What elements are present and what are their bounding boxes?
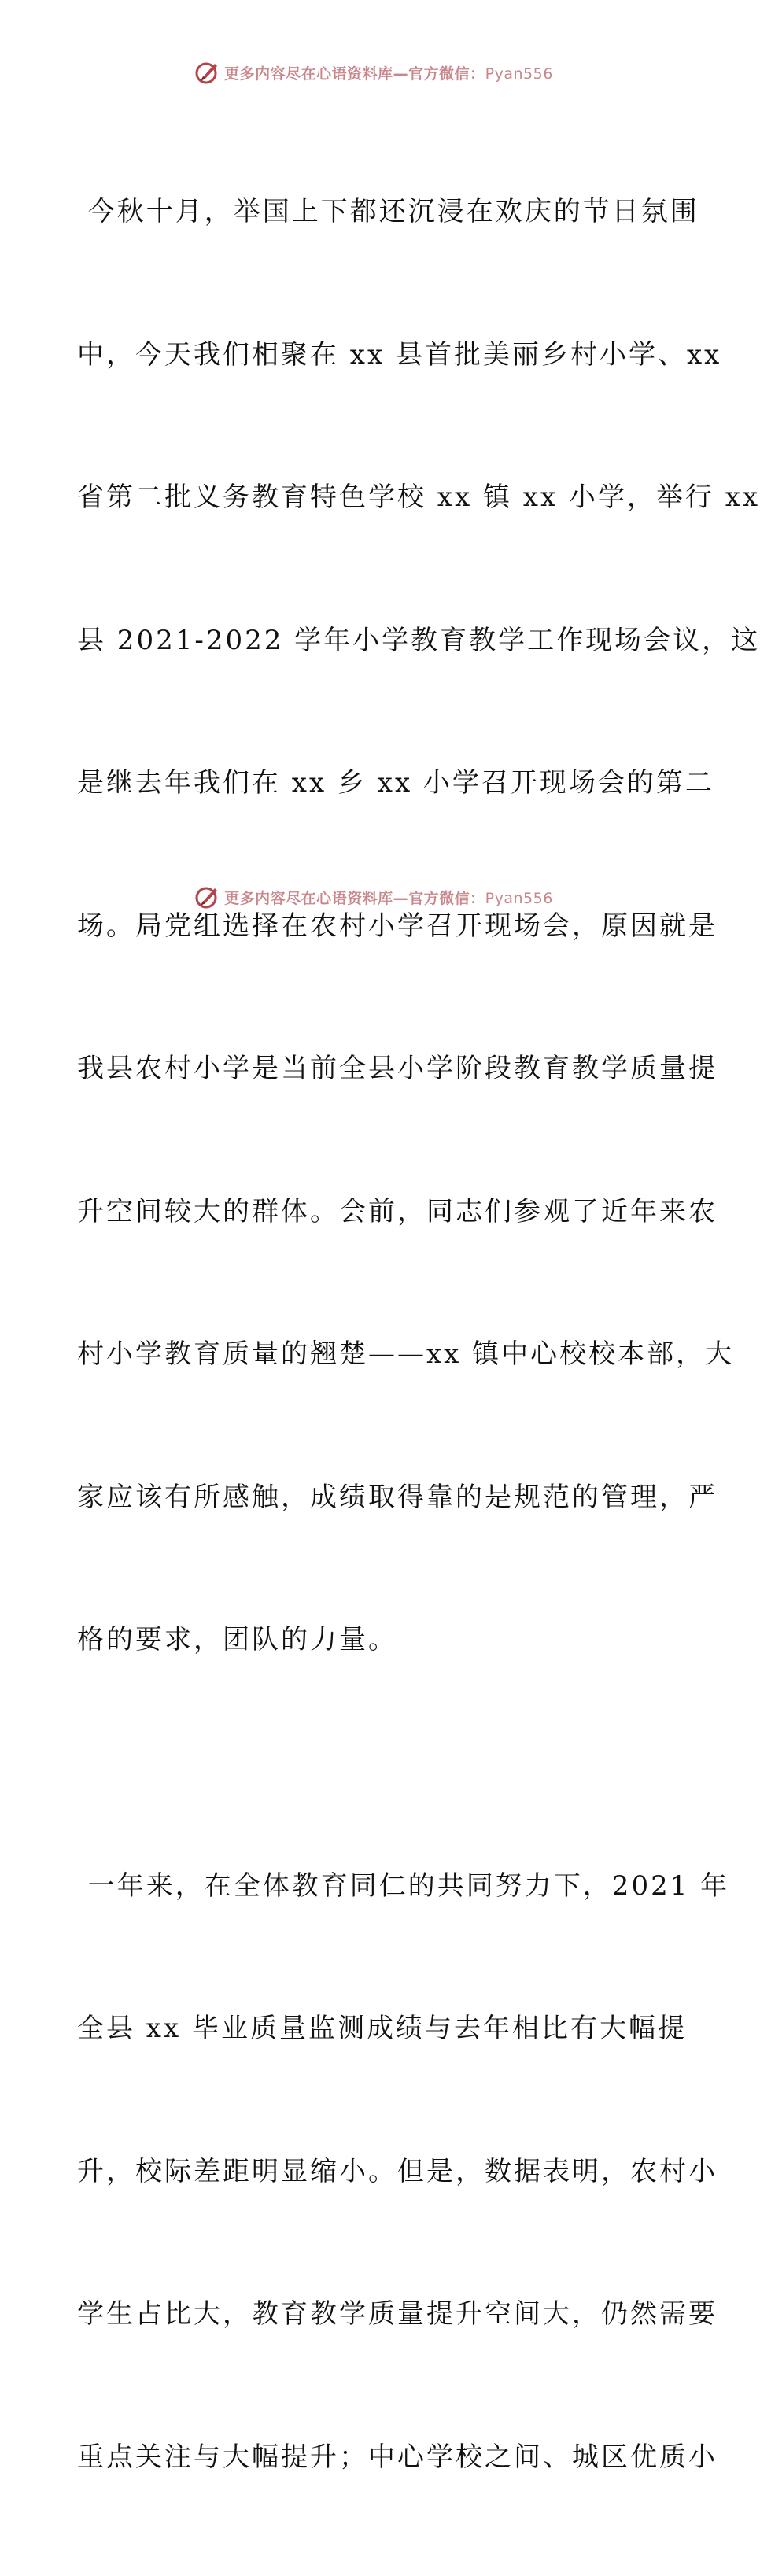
header-watermark [0,57,747,88]
text-line: 升空间较大的群体。会前，同志们参观了近年来农 [77,1188,675,1236]
text-line: 今秋十月，举国上下都还沉浸在欢庆的节日氛围 [77,188,675,236]
text-line: 我县农村小学是当前全县小学阶段教育教学质量提 [77,1045,675,1093]
text-line: 村小学教育质量的翘楚——xx 镇中心校校本部，大 [77,1330,675,1378]
text-line: 升，校际差距明显缩小。但是，数据表明，农村小 [77,2148,675,2196]
quill-pen-circle-icon [194,59,221,86]
footer-watermark-text [224,887,553,908]
footer-watermark-label: 更多内容尽在心语资料库—官方微信： [224,890,485,907]
footer-watermark [0,881,747,913]
paragraph-1 [77,93,675,1759]
header-watermark-label: 更多内容尽在心语资料库—官方微信： [224,65,485,83]
text-line: 是继去年我们在 xx 乡 xx 小学召开现场会的第二 [77,759,675,807]
paragraph-2 [77,1767,675,2576]
text-line: 格的要求，团队的力量。 [77,1616,675,1664]
text-line: 重点关注与大幅提升；中心学校之间、城区优质小 [77,2434,675,2482]
text-line: 学生占比大，教育教学质量提升空间大，仍然需要 [77,2290,675,2338]
quill-pen-circle-icon [194,884,221,910]
header-watermark-text [224,62,553,83]
text-line: 全县 xx 毕业质量监测成绩与去年相比有大幅提 [77,2005,675,2053]
text-line: 一年来，在全体教育同仁的共同努力下，2021 年 [77,1862,675,1910]
text-line: 县 2021-2022 学年小学教育教学工作现场会议，这 [77,617,675,665]
text-line: 场。局党组选择在农村小学召开现场会，原因就是 [77,902,675,950]
text-line: 家应该有所感触，成绩取得靠的是规范的管理，严 [77,1474,675,1522]
text-line: 省第二批义务教育特色学校 xx 镇 xx 小学，举行 xx [77,474,675,522]
footer-watermark-id: Pyan556 [485,890,553,907]
document-body [77,93,675,2576]
header-watermark-id: Pyan556 [485,65,553,83]
text-line: 中，今天我们相聚在 xx 县首批美丽乡村小学、xx [77,331,675,379]
